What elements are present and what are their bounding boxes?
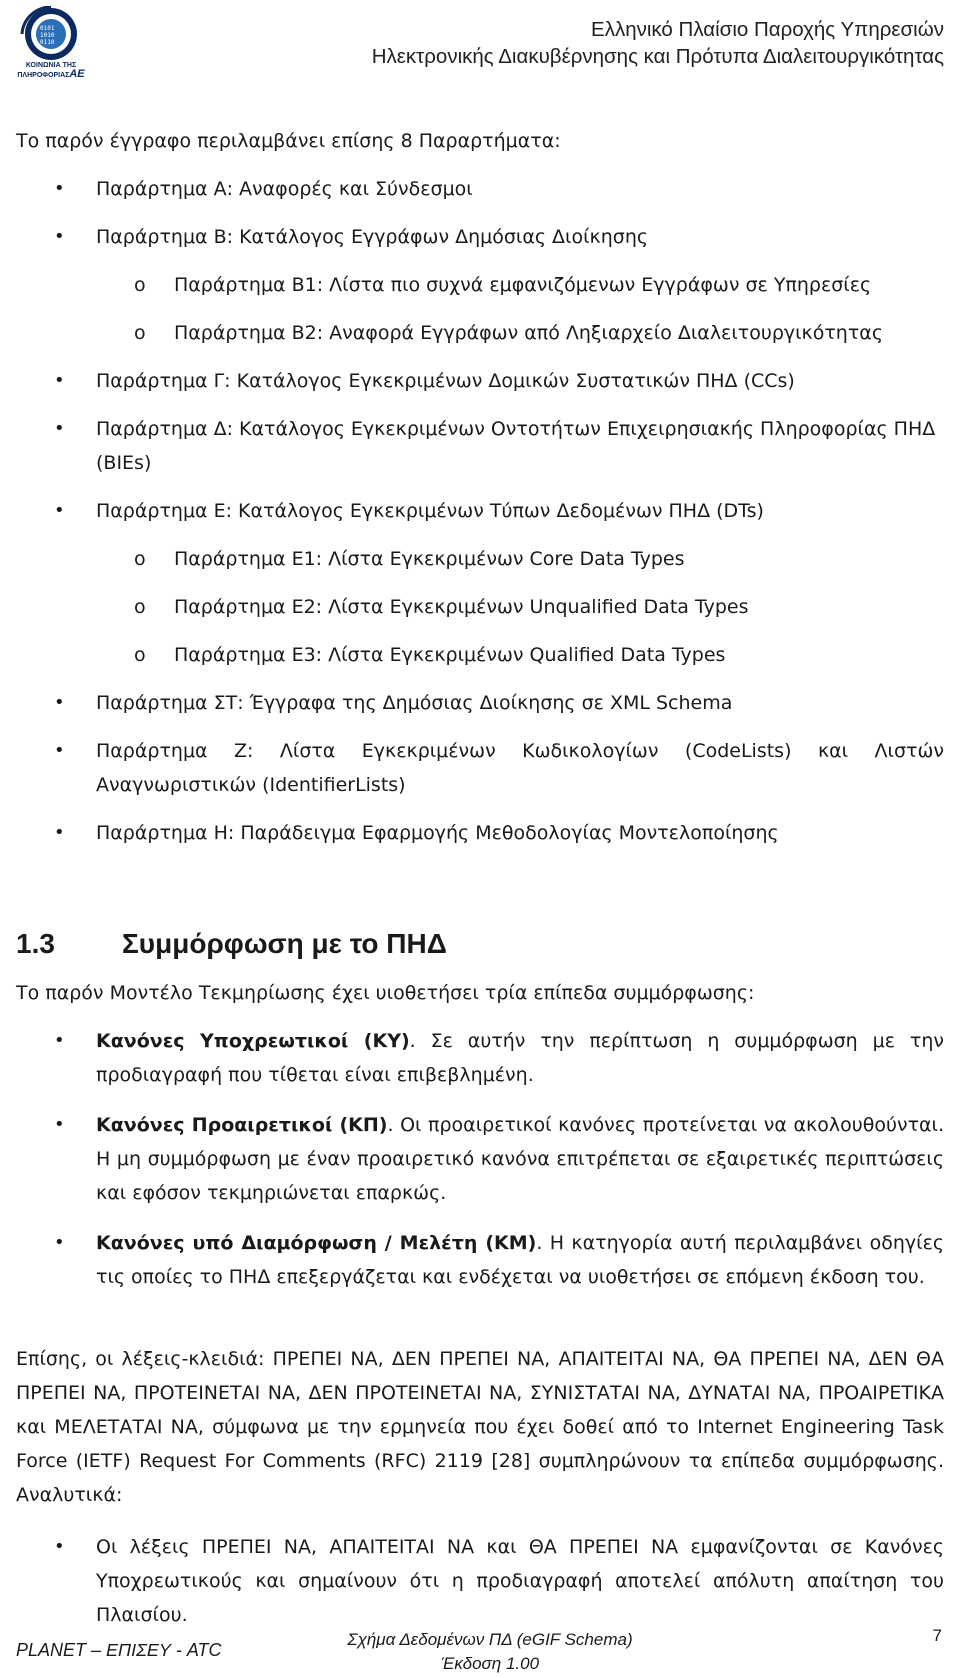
appendix-d-line1: Παράρτημα Δ: Κατάλογος Εγκεκριμένων Οντοτήτων Επιχειρησιακής Πληροφορίας ΠΗΔ [96, 418, 936, 440]
appendix-a: Παράρτημα Α: Αναφορές και Σύνδεσμοι [96, 178, 473, 200]
appendix-d-line2: (BIEs) [96, 452, 152, 474]
last-bullet-text: Οι λέξεις ΠΡΕΠΕΙ ΝΑ, ΑΠΑΙΤΕΙΤΑΙ ΝΑ και ΘΑ ΠΡΕΠΕΙ ΝΑ εμφανίζονται σε Κανόνες Υποχρεωτικούς και σημαίνουν ότι η προδιαγραφή αποτελεί απόλυτη απαίτηση του Πλαισίου. [96, 1536, 944, 1626]
bullet-icon: • [54, 1536, 65, 1557]
bullet-icon: • [54, 370, 65, 391]
bullet-icon: • [54, 1030, 65, 1051]
appendix-d [96, 412, 944, 480]
svg-text:1010: 1010 [40, 32, 55, 39]
footer-center-line2: Έκδοση 1.00 [440, 1654, 540, 1673]
section-title: Συμμόρφωση με το ΠΗΔ [122, 928, 447, 959]
logo-caption [14, 62, 88, 80]
bullet-icon: • [54, 1114, 65, 1135]
sub-bullet-icon: o [134, 548, 146, 570]
level-optional-text: . Οι προαιρετικοί κανόνες προτείνεται να ακολουθούνται. Η μη συμμόρφωση με έναν προαιρετικό κανόνα επιτρέπεται σε εξαιρετικές περιπτώσεις και εφόσον τεκμηριώνεται επαρκώς. [96, 1114, 944, 1204]
appendix-e3: Παράρτημα Ε3: Λίστα Εγκεκριμένων Qualified Data Types [174, 644, 726, 666]
appendix-b2: Παράρτημα Β2: Αναφορά Εγγράφων από Ληξιαρχείο Διαλειτουργικότητας [174, 322, 883, 344]
logo-line3: ΑΕ [69, 68, 85, 80]
sub-bullet-icon: o [134, 644, 146, 666]
sub-bullet-icon: o [134, 322, 146, 344]
appendix-c: Παράρτημα Γ: Κατάλογος Εγκεκριμένων Δομικών Συστατικών ΠΗΔ (CCs) [96, 370, 795, 392]
bullet-icon: • [54, 692, 65, 713]
sub-bullet-icon: o [134, 596, 146, 618]
section-intro: Το παρόν Μοντέλο Τεκμηρίωσης έχει υιοθετήσει τρία επίπεδα συμμόρφωσης: [16, 982, 755, 1004]
bullet-icon: • [54, 178, 65, 199]
appendix-b1: Παράρτημα Β1: Λίστα πιο συχνά εμφανιζόμενων Εγγράφων σε Υπηρεσίες [174, 274, 872, 296]
appendix-z [96, 734, 944, 802]
appendix-st: Παράρτημα ΣΤ: Έγγραφα της Δημόσιας Διοίκησης σε XML Schema [96, 692, 733, 714]
appendix-e: Παράρτημα Ε: Κατάλογος Εγκεκριμένων Τύπων Δεδομένων ΠΗΔ (DTs) [96, 500, 764, 522]
bullet-icon: • [54, 418, 65, 439]
appendix-e2: Παράρτημα Ε2: Λίστα Εγκεκριμένων Unqualified Data Types [174, 596, 749, 618]
bullet-icon: • [54, 500, 65, 521]
header-title [372, 16, 944, 70]
sub-bullet-icon: o [134, 274, 146, 296]
svg-text:0110: 0110 [40, 39, 55, 46]
bullet-icon: • [54, 740, 65, 761]
level-under-study [96, 1226, 944, 1294]
appendix-e1: Παράρτημα Ε1: Λίστα Εγκεκριμένων Core Data Types [174, 548, 685, 570]
svg-text:0101: 0101 [40, 25, 55, 32]
appendix-b: Παράρτημα Β: Κατάλογος Εγγράφων Δημόσιας Διοίκησης [96, 226, 649, 248]
intro-paragraph: Το παρόν έγγραφο περιλαμβάνει επίσης 8 Παραρτήματα: [16, 130, 561, 152]
header-title-line1: Ελληνικό Πλαίσιο Παροχής Υπηρεσιών [591, 18, 944, 41]
logo-line1: ΚΟΙΝΩΝΙΑ ΤΗΣ [25, 62, 77, 69]
bullet-icon: • [54, 226, 65, 247]
level-under-study-text: . Η κατηγορία αυτή περιλαμβάνει οδηγίες τις οποίες το ΠΗΔ επεξεργάζεται και ενδέχεται να υιοθετήσει σε επόμενη έκδοση του. [96, 1232, 944, 1288]
appendix-h: Παράρτημα Η: Παράδειγμα Εφαρμογής Μεθοδολογίας Μοντελοποίησης [96, 822, 779, 844]
level-mandatory-label: Κανόνες Υποχρεωτικοί (ΚΥ) [96, 1030, 410, 1052]
logo-emblem-icon [14, 6, 88, 62]
level-optional-label: Κανόνες Προαιρετικοί (ΚΠ) [96, 1114, 388, 1136]
appendix-z-line1: Παράρτημα Ζ: Λίστα Εγκεκριμένων Κωδικολογίων (CodeLists) και Λιστών [96, 740, 944, 762]
level-mandatory-text: . Σε αυτήν την περίπτωση η συμμόρφωση με την προδιαγραφή που τίθεται είναι επιβεβλημένη. [96, 1030, 944, 1086]
footer-center-line1: Σχήμα Δεδομένων ΠΔ (eGIF Schema) [347, 1630, 633, 1649]
level-under-study-label: Κανόνες υπό Διαμόρφωση / Μελέτη (ΚΜ) [96, 1232, 537, 1254]
section-number: 1.3 [16, 928, 55, 959]
footer-center [330, 1628, 650, 1676]
logo-line2: ΠΛΗΡΟΦΟΡΙΑΣ [17, 72, 70, 79]
appendix-z-line2: Αναγνωριστικών (IdentifierLists) [96, 774, 406, 796]
bullet-icon: • [54, 822, 65, 843]
level-mandatory [96, 1024, 944, 1092]
footer-left: PLANET – ΕΠΙΣΕΥ - ATC [16, 1640, 222, 1660]
organization-logo [14, 6, 88, 82]
bullet-icon: • [54, 1232, 65, 1253]
keywords-paragraph: Επίσης, οι λέξεις-κλειδιά: ΠΡΕΠΕΙ ΝΑ, ΔΕΝ ΠΡΕΠΕΙ ΝΑ, ΑΠΑΙΤΕΙΤΑΙ ΝΑ, ΘΑ ΠΡΕΠΕΙ ΝΑ, ΔΕΝ ΘΑ ΠΡΕΠΕΙ ΝΑ, ΠΡΟΤΕΙΝΕΤΑΙ ΝΑ, ΔΕΝ ΠΡΟΤΕΙΝΕΤΑΙ ΝΑ, ΣΥΝΙΣΤΑΤΑΙ ΝΑ, ΔΥΝΑΤΑΙ ΝΑ, ΠΡΟΑΙΡΕΤΙΚΑ και ΜΕΛΕΤΑΤΑΙ ΝΑ, σύμφωνα με την ερμηνεία που έχει δοθεί από το Internet Engineering Task Force (IETF) Request For Comments (RFC) 2119 [28] συμπληρώνουν τα επίπεδα συμμόρφωσης. Αναλυτικά: [16, 1348, 944, 1506]
header-title-line2: Ηλεκτρονικής Διακυβέρνησης και Πρότυπα Διαλειτουργικότητας [371, 45, 944, 68]
level-optional [96, 1108, 944, 1210]
page-number: 7 [932, 1626, 942, 1645]
